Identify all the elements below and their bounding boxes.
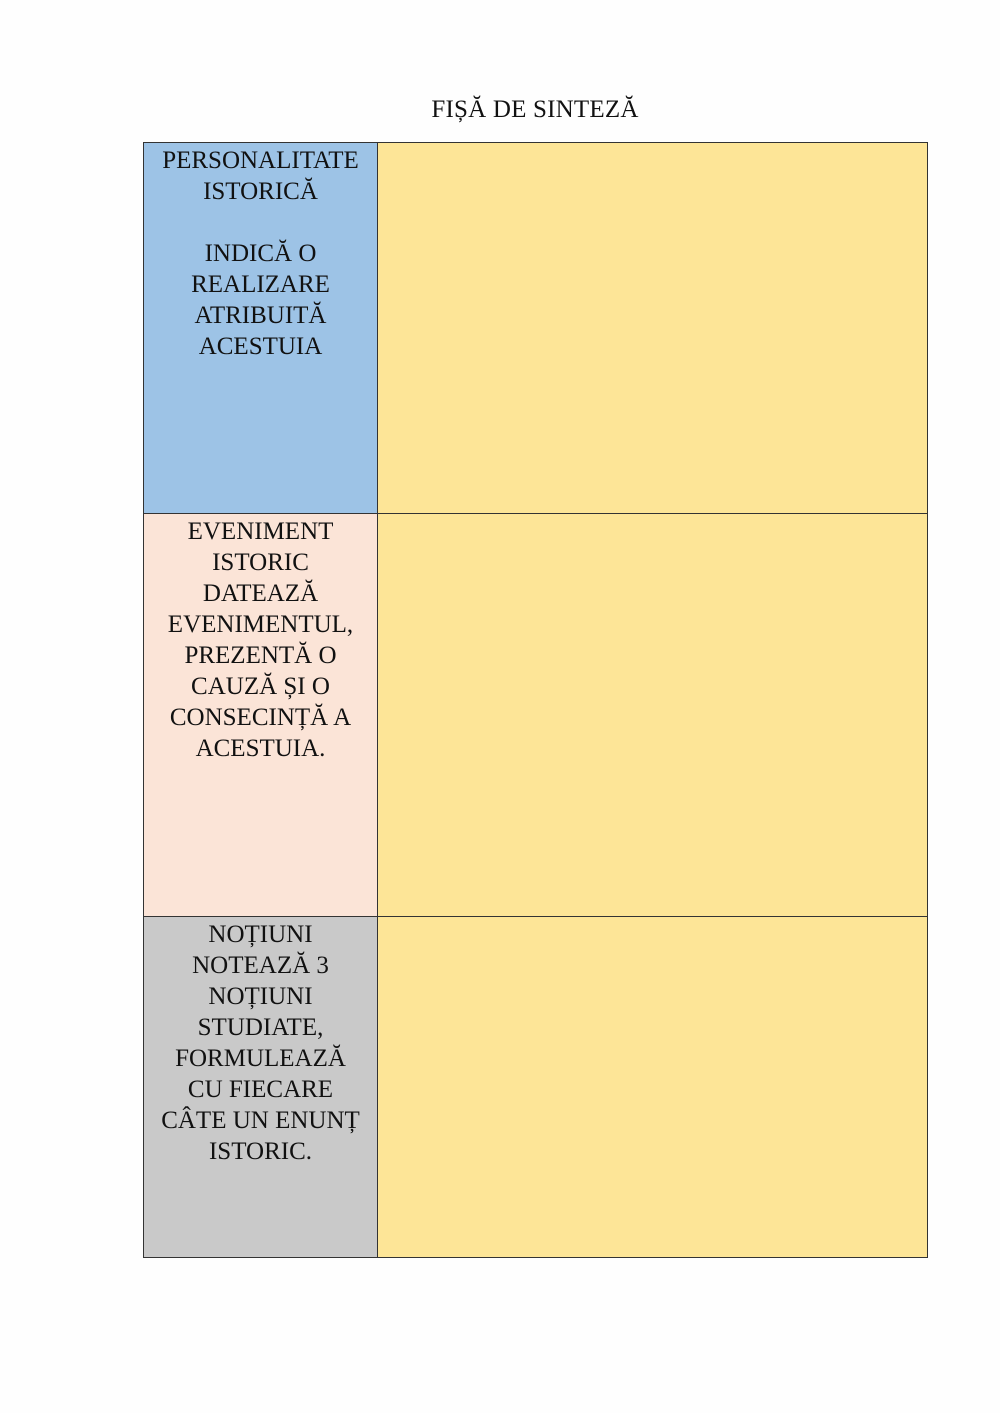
page-title: FIȘĂ DE SINTEZĂ bbox=[431, 96, 639, 123]
instruction-line: EVENIMENTUL, bbox=[167, 611, 354, 639]
instruction-line: REALIZARE bbox=[191, 271, 330, 298]
answer-field-notions[interactable] bbox=[378, 916, 928, 1257]
instruction-line: NOȚIUNI bbox=[208, 982, 313, 1010]
heading-line: NOȚIUNI bbox=[208, 920, 313, 948]
instruction-line: ACESTUIA. bbox=[195, 735, 326, 763]
heading-line: ISTORICĂ bbox=[203, 178, 318, 205]
table-row-historical-event bbox=[144, 514, 928, 916]
instruction-line: CAUZĂ ȘI O bbox=[191, 673, 330, 701]
table-row-historical-personality bbox=[144, 143, 928, 514]
instruction-line: DATEAZĂ bbox=[202, 580, 319, 608]
label-cell-notions bbox=[144, 916, 378, 1257]
instruction-line: ATRIBUITĂ bbox=[194, 302, 327, 329]
instruction-line: CONSECINȚĂ A bbox=[169, 704, 352, 732]
heading-line: ISTORIC bbox=[212, 549, 309, 577]
instruction-line: CU FIECARE bbox=[187, 1075, 334, 1103]
answer-field-historical-event[interactable] bbox=[378, 514, 928, 916]
heading-line: PERSONALITATE bbox=[162, 147, 359, 174]
instruction-line: PREZENTĂ O bbox=[184, 642, 337, 670]
instruction-line: INDICĂ O bbox=[204, 240, 317, 267]
instruction-line: ISTORIC. bbox=[208, 1137, 313, 1165]
table-row-notions bbox=[144, 916, 928, 1257]
answer-field-historical-personality[interactable] bbox=[378, 143, 928, 514]
instruction-line: NOTEAZĂ 3 bbox=[192, 951, 329, 979]
instruction-line: FORMULEAZĂ bbox=[175, 1044, 346, 1072]
instruction-line: STUDIATE, bbox=[197, 1013, 324, 1041]
label-cell-historical-personality bbox=[144, 143, 378, 514]
instruction-line: CÂTE UN ENUNȚ bbox=[161, 1106, 360, 1134]
heading-line: EVENIMENT bbox=[187, 518, 334, 546]
label-cell-historical-event bbox=[144, 514, 378, 916]
synthesis-table bbox=[143, 142, 928, 1258]
instruction-line: ACESTUIA bbox=[198, 333, 323, 360]
